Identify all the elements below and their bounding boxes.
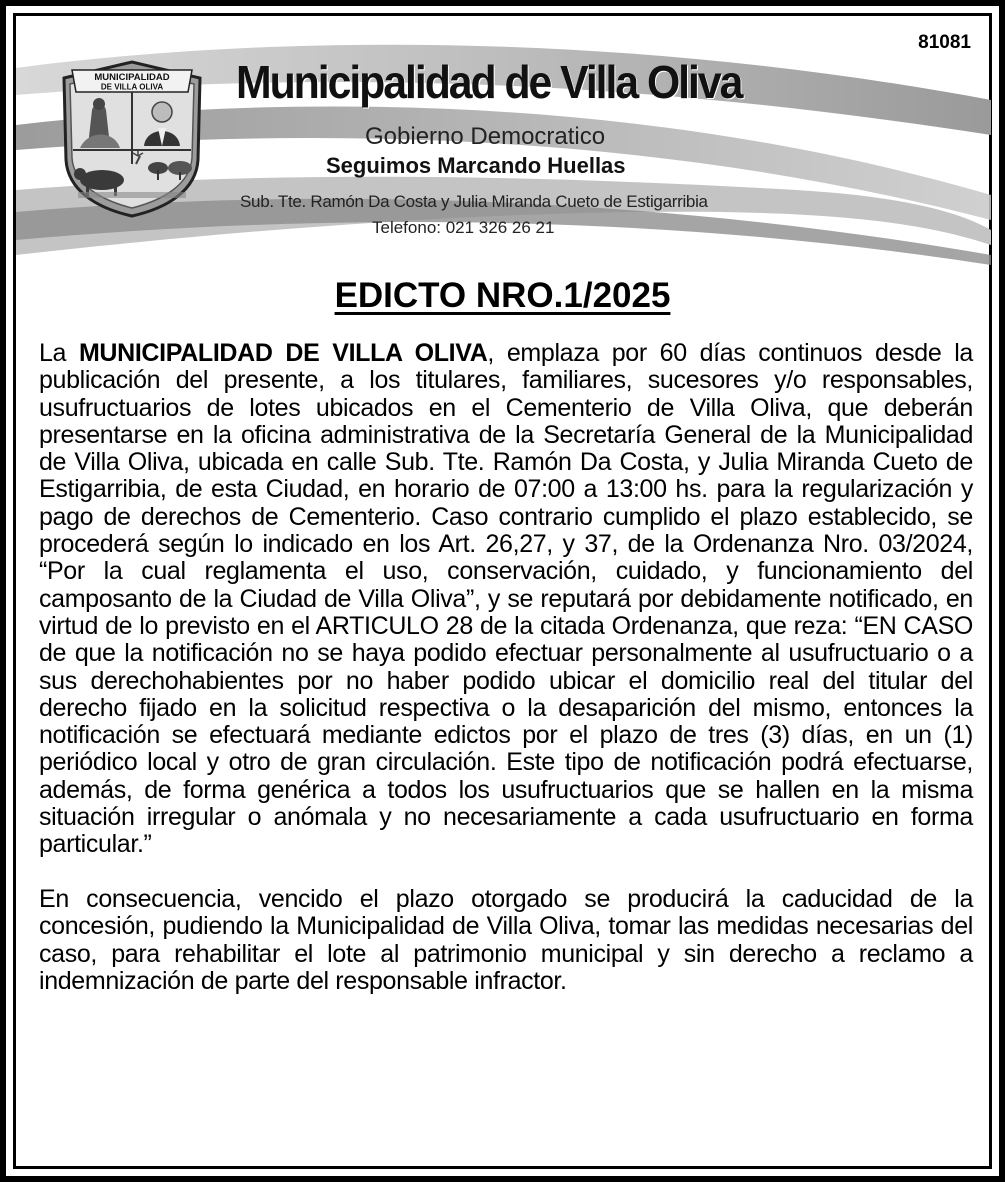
edict-org-name: MUNICIPALIDAD DE VILLA OLIVA (78, 339, 488, 367)
edict-lead: La (39, 339, 79, 367)
edict-title-text: EDICTO NRO.1/2025 (334, 276, 671, 315)
edict-title (0, 276, 1005, 316)
phone: Telefono: 021 326 26 21 (372, 218, 555, 237)
government-subtitle: Gobierno Democratico (365, 123, 606, 150)
address: Sub. Tte. Ramón Da Costa y Julia Miranda Cueto de Estigarribia (240, 192, 708, 211)
edict-paragraph-2: En consecuencia, vencido el plazo otorgado se producirá la caducidad de la concesión, pudiendo la Municipalidad de Villa Oliva, tomar las medidas necesarias del caso, para rehabilitar el lote al patrimonio municipal y sin derecho a reclamo a indemnización de parte del responsable infractor. (39, 884, 973, 995)
municipality-title: Municipalidad de Villa Oliva (236, 56, 742, 108)
svg-text:MUNICIPALIDAD: MUNICIPALIDAD (94, 72, 170, 83)
edict-paragraph-1 (39, 340, 973, 859)
ad-code: 81081 (918, 32, 971, 53)
slogan: Seguimos Marcando Huellas (326, 153, 626, 178)
svg-text:DE VILLA OLIVA: DE VILLA OLIVA (100, 82, 164, 92)
edict-paragraph-1-text: , emplaza por 60 días continuos desde la publicación del presente, a los titulares, familiares, sucesores y/o responsables, usufructuarios de lotes ubicados en el Cementerio de Villa Oliva, que deberán presentarse en la oficina administrativa de la Secretaría General de la Municipalidad de Villa Oliva, ubicada en calle Sub. Tte. Ramón Da Costa, y Julia Miranda Cueto de Estigarribia, de esta Ciudad, en horario de 07:00 a 13:00 hs. para la regularización y pago de derechos de Cementerio. Caso contrario cumplido el plazo establecido, se procederá según lo indicado en los Art. 26,27, y 37, de la Ordenanza Nro. 03/2024, “Por la cual reglamenta el uso, conservación, cuidado, y funcionamiento del camposanto de la Ciudad de Villa Oliva”, y se reputará por debidamente notificado, en virtud de lo previsto en el ARTICULO 28 de la citada Ordenanza, que reza: “EN CASO de que la notificación no se haya podido efectuar personalmente al usufructuario o a sus derechohabientes por no haber podido ubicar el domicilio real del titular del derecho fijado en la solicitud respectiva o la desaparición del mismo, entonces la notificación se efectuará mediante edictos por el plazo de tres (3) días, en un (1) periódico local y otro de gran circulación. Este tipo de notificación podrá efectuarse, además, de forma genérica a todos los usufructuarios que se hallen en la misma situación irregular o anómala y no necesariamente a cada usufructuario en forma particular.” (39, 339, 973, 859)
edict-body (39, 340, 973, 995)
municipal-seal-logo (58, 60, 206, 218)
